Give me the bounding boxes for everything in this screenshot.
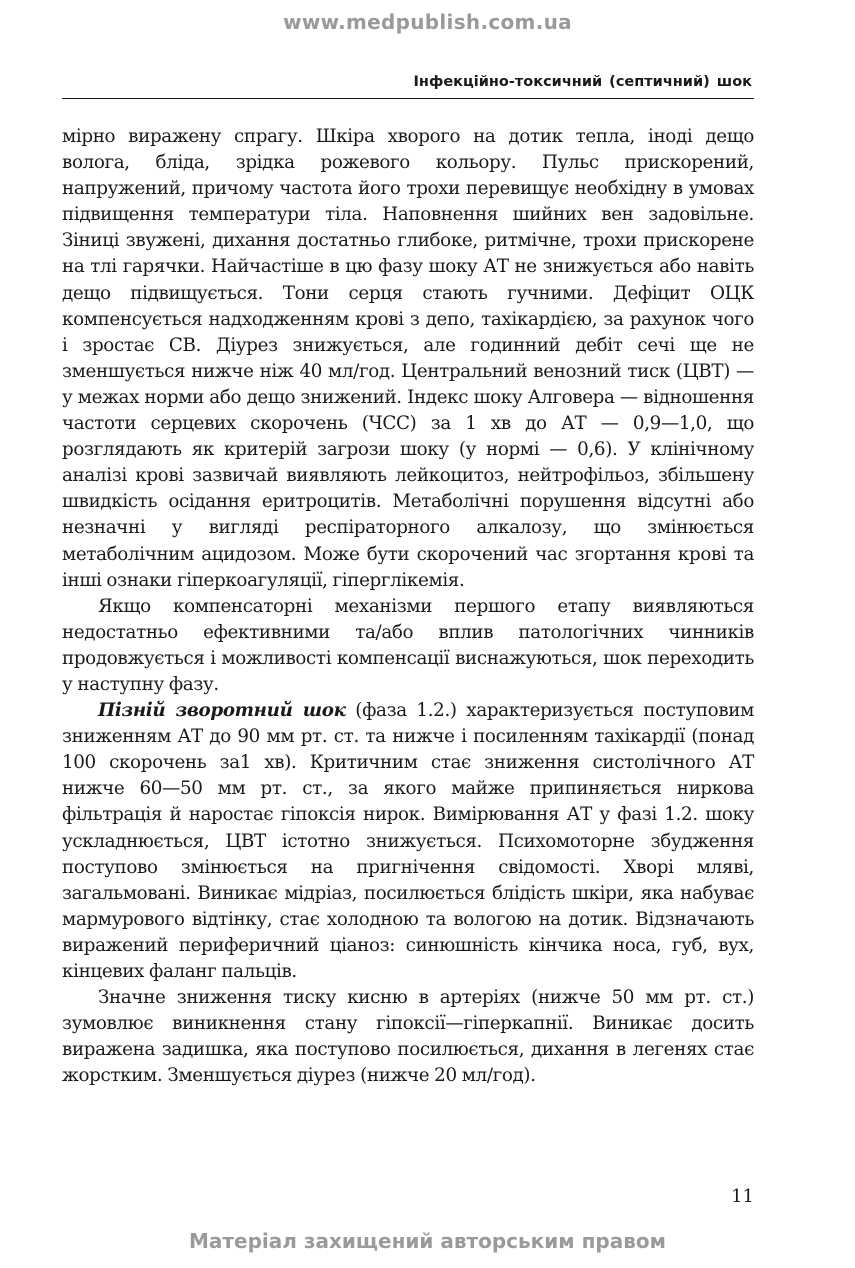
paragraph-2: Якщо компенсаторні механізми першого етапу виявляються недостатньо ефективними та/або вплив патологічних чинників продовжується і можливості компенсації виснажуються, шок переходить у наступну фазу. — [62, 595, 754, 695]
page-number: 11 — [731, 1186, 754, 1207]
running-title: Інфекційно-токсичний (септичний) шок — [413, 74, 752, 90]
paragraph-4: Значне зниження тиску кисню в артеріях (нижче 50 мм рт. ст.) зумовлює виникнення стану гіпоксії—гіперкапнії. Виникає досить виражена задишка, яка поступово посилюється, дихання в легенях стає жорстким. Зменшується діурез (нижче 20 мл/год). — [62, 987, 754, 1087]
copyright-watermark: Матеріал захищений авторським правом — [189, 1229, 666, 1253]
term-late-reversible-shock: Пізній зворотний шок — [98, 700, 346, 722]
paragraph-1: мірно виражену спрагу. Шкіра хворого на дотик тепла, іноді дещо волога, бліда, зрідка рожевого кольору. Пульс прискорений, напружений, причому частота його трохи перевищує необхідну в умовах підвищення температури тіла. Наповнення шийних вен задовільне. Зіниці звужені, дихання достатньо глибоке, ритмічне, трохи прискорене на тлі гарячки. Найчастіше в цю фазу шоку АТ не знижується або навіть дещо підвищується. Тони серця стають гучними. Дефіцит ОЦК компенсується надходженням крові з депо, тахікардією, за рахунок чого і зростає СВ. Діурез знижується, але годинний дебіт сечі ще не зменшується нижче ніж 40 мл/год. Центральний венозний тиск (ЦВТ) — у межах норми або дещо знижений. Індекс шоку Алговера — відношення частоти серцевих скорочень (ЧСС) за 1 хв до АТ — 0,9—1,0, що розглядають як критерій загрози шоку (у нормі — 0,6). У клінічному аналізі крові зазвичай виявляють лейкоцитоз, нейтрофільоз, збільшену швидкість осідання еритроцитів. Метаболічні порушення відсутні або незначні у вигляді респіраторного алкалозу, що змінюється метаболічним ацидозом. Може бути скорочений час згортання крові та інші ознаки гіперкоагуляції, гіперглікемія. — [62, 126, 754, 591]
header-rule — [62, 98, 754, 99]
body-text — [62, 124, 754, 1089]
paragraph-3 — [62, 698, 754, 985]
paragraph-3-text: (фаза 1.2.) характеризується поступовим зниженням АТ до 90 мм рт. ст. та нижче і посиленням тахікардії (понад 100 скорочень за1 хв). Критичним стає зниження систолічного АТ нижче 60—50 мм рт. ст., за якого майже припиняється ниркова фільтрація й наростає гіпоксія нирок. Вимірювання АТ у фазі 1.2. шоку ускладнюється, ЦВТ істотно знижується. Психомоторне збудження поступово змінюється на пригнічення свідомості. Хворі мляві, загальмовані. Виникає мідріаз, посилюється блідість шкіри, яка набуває мармурового відтінку, стає холодною та вологою на дотик. Відзначають виражений периферичний ціаноз: синюшність кінчика носа, губ, вух, кінцевих фаланг пальців. — [62, 700, 754, 982]
watermark-url: www.medpublish.com.ua — [283, 10, 572, 34]
